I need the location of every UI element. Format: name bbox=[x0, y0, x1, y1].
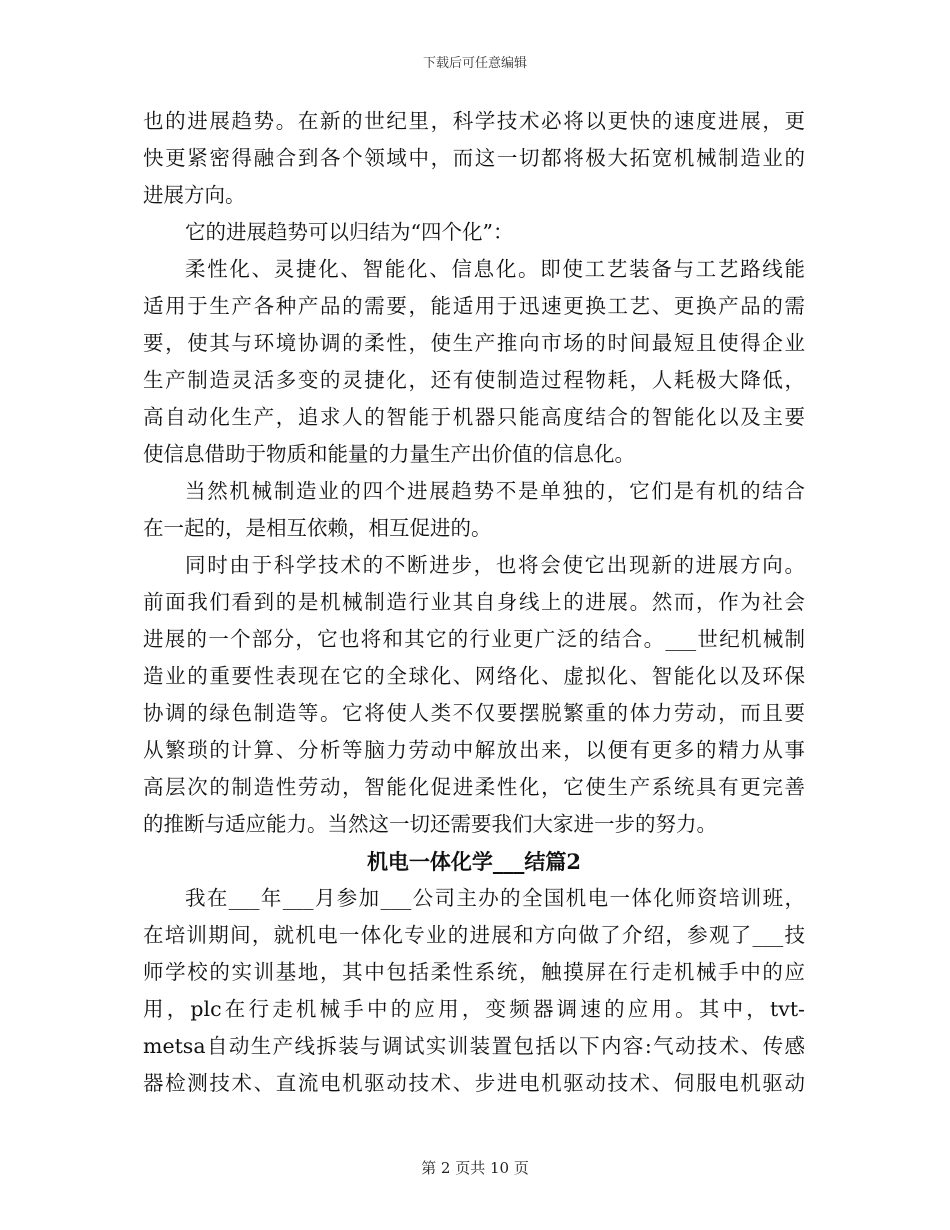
text-line: 进展方向。 bbox=[143, 183, 246, 207]
text-line: 使信息借助于物质和能量的力量生产出价值的信息化。 bbox=[143, 442, 635, 466]
text-line: 前面我们看到的是机械制造行业其自身线上的进展。然而，作为社会 bbox=[143, 590, 805, 614]
text-line: 用，plc在行走机械手中的应用，变频器调速的应用。其中，tvt- bbox=[143, 997, 805, 1021]
text-line: 快更紧密得融合到各个领域中，而这一切都将极大拓宽机械制造业的 bbox=[143, 146, 805, 170]
text-line: 协调的绿色制造等。它将使人类不仅要摆脱繁重的体力劳动，而且要 bbox=[143, 701, 805, 725]
text-line: 在培训期间，就机电一体化专业的进展和方向做了介绍，参观了___技 bbox=[143, 923, 805, 947]
text-line: 高层次的制造性劳动，智能化促进柔性化，它使生产系统具有更完善 bbox=[143, 775, 805, 799]
text-line: 柔性化、灵捷化、智能化、信息化。即使工艺装备与工艺路线能 bbox=[185, 257, 805, 281]
text-line: 从繁琐的计算、分析等脑力劳动中解放出来，以便有更多的精力从事 bbox=[143, 738, 805, 762]
text-line: 当然机械制造业的四个进展趋势不是单独的，它们是有机的结合 bbox=[185, 479, 805, 503]
text-line: 在一起的，是相互依赖，相互促进的。 bbox=[143, 516, 492, 540]
text-line: 适用于生产各种产品的需要，能适用于迅速更换工艺、更换产品的需 bbox=[143, 294, 805, 318]
text-line: 师学校的实训基地，其中包括柔性系统，触摸屏在行走机械手中的应 bbox=[143, 960, 805, 984]
text-line: 我在___年___月参加___公司主办的全国机电一体化师资培训班， bbox=[185, 886, 805, 910]
text-line: metsa自动生产线拆装与调试实训装置包括以下内容:气动技术、传感 bbox=[143, 1034, 805, 1058]
section-heading: 机电一体化学___结篇2 bbox=[366, 849, 582, 874]
text-line: 要，使其与环境协调的柔性，使生产推向市场的时间最短且使得企业 bbox=[143, 331, 805, 355]
text-line: 生产制造灵活多变的灵捷化，还有使制造过程物耗，人耗极大降低， bbox=[143, 368, 805, 392]
text-line: 也的进展趋势。在新的世纪里，科学技术必将以更快的速度进展，更 bbox=[143, 109, 805, 133]
page-number: 第 2 页共 10 页 bbox=[421, 1159, 529, 1177]
text-line: 的推断与适应能力。当然这一切还需要我们大家进一步的努力。 bbox=[143, 812, 717, 836]
text-line: 它的进展趋势可以归结为“四个化”： bbox=[185, 220, 514, 244]
document-body bbox=[143, 103, 805, 1102]
page-header: 下载后可任意编辑 bbox=[422, 56, 527, 71]
text-line: 高自动化生产，追求人的智能于机器只能高度结合的智能化以及主要 bbox=[143, 405, 805, 429]
text-line: 造业的重要性表现在它的全球化、网络化、虚拟化、智能化以及环保 bbox=[143, 664, 805, 688]
text-line: 同时由于科学技术的不断进步，也将会使它出现新的进展方向。 bbox=[185, 553, 805, 577]
text-line: 进展的一个部分，它也将和其它的行业更广泛的结合。___世纪机械制 bbox=[143, 627, 805, 651]
text-line: 器检测技术、直流电机驱动技术、步进电机驱动技术、伺服电机驱动 bbox=[143, 1071, 805, 1095]
